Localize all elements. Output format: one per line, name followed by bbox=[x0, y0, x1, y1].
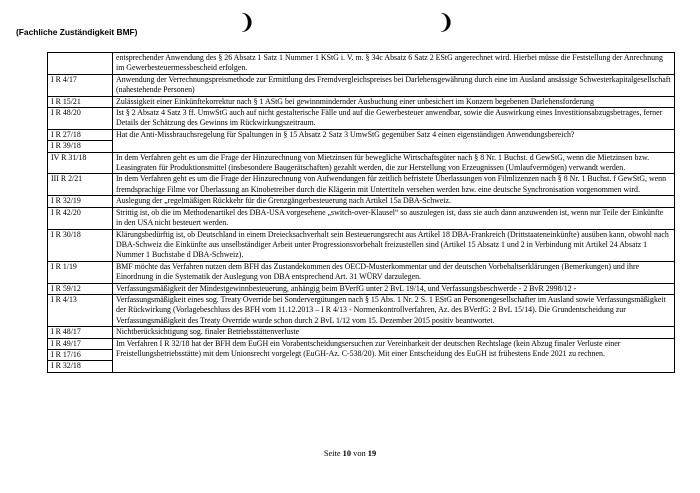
case-reference: I R 17/16 bbox=[48, 349, 113, 360]
case-description: entsprechender Anwendung des § 26 Absatz 1 Satz 1 Nummer 1 KStG i. V. m. § 34c Absatz 6 Satz 2 EStG angerechnet wird. Hierbei müsse die Feststellung der Anrechnung im Gewerbesteuermessbescheid erfolgen. bbox=[113, 53, 675, 75]
case-description: Auslegung der „regelmäßigen Rückkehr für die Grenzgängerbesteuerung nach Artikel 15a DBA-Schweiz. bbox=[113, 196, 675, 207]
table-row bbox=[48, 108, 675, 130]
case-reference: I R 4/13 bbox=[48, 294, 113, 326]
table-row bbox=[48, 294, 675, 326]
case-reference: I R 48/20 bbox=[48, 108, 113, 130]
case-reference: I R 4/17 bbox=[48, 74, 113, 96]
footer-total-pages: 19 bbox=[367, 449, 377, 458]
page-header: (Fachliche Zuständigkeit BMF) bbox=[16, 27, 138, 37]
case-reference: I R 32/18 bbox=[48, 361, 113, 372]
table-row bbox=[48, 53, 675, 75]
table-row bbox=[48, 327, 675, 338]
case-description: Strittig ist, ob die im Methodenartikel des DBA-USA vorgesehene „switch-over-Klausel“ so auszulegen ist, dass sie auch dann anzuwenden ist, wenn nur Teile der Einkünfte in den USA nicht besteuert werden. bbox=[113, 207, 675, 229]
table-row bbox=[48, 283, 675, 294]
case-reference: I R 59/12 bbox=[48, 283, 113, 294]
table-row bbox=[48, 196, 675, 207]
case-description: Klärungsbedürftig ist, ob Deutschland in einem Dreiecksachverhalt sein Besteuerungsrecht aus Artikel 18 DBA-Frankreich (Drittstaateneinkünfte) ausüben kann, obwohl nach DBA-Schweiz die Einkünfte aus unselbständiger Arbeit unter Progressionsvorbehalt freizustellen sind (Artikel 15 Absatz 1 und 2 in Verbindung mit Artikel 24 Absatz 1 Nummer 1 Buchstabe d DBA-Schweiz). bbox=[113, 229, 675, 261]
case-description: Verfassungsmäßigkeit der Mindestgewinnbesteuerung, anhängig beim BVerfG unter 2 BvL 19/14, und Verfassungsbeschwerde - 2 BvR 2998/12 - bbox=[113, 283, 675, 294]
case-reference: IV R 31/18 bbox=[48, 152, 113, 174]
punch-mark-left: ❩ bbox=[238, 10, 256, 34]
case-description: BMF möchte das Verfahren nutzen dem BFH das Zustandekommen des OECD-Musterkommentar und der deutschen Vorbehaltserklärungen (Bemerkungen) und ihre Einordnung in die Systematik der Auslegung von DBA entsprechend Art. 31 WÜRV darzulegen. bbox=[113, 261, 675, 283]
case-description: Zulässigkeit einer Einkünftekorrektur nach § 1 AStG bei gewinnmindernder Ausbuchung einer unbesichert im Konzern begebenen Darlehensforderung bbox=[113, 96, 675, 107]
case-reference: I R 42/20 bbox=[48, 207, 113, 229]
footer-page-number: 10 bbox=[342, 449, 352, 458]
case-description: In dem Verfahren geht es um die Frage der Hinzurechnung von Aufwendungen für zeitlich befristete Überlassungen von Filmlizenzen nach § 8 Nr. 1 Buchst. f GewStG, wenn fremdsprachige Filme vor Überlassung an Kinobetreiber durch die Klägerin mit Untertiteln versehen werden bzw. eine deutsche Synchronisation vorgenommen wird. bbox=[113, 174, 675, 196]
table-row bbox=[48, 261, 675, 283]
table-row bbox=[48, 229, 675, 261]
case-description: Im Verfahren I R 32/18 hat der BFH dem EuGH ein Vorabentscheidungsersuchen zur Vereinbarkeit der deutschen Rechtslage (kein Abzug finaler Verluste einer Freistellungsbetriebsstätte) mit dem Unionsrecht vorgelegt (EuGH-Az. C-538/20). Mit einer Entscheidung des EuGH ist frühestens Ende 2021 zu rechnen. bbox=[113, 338, 675, 372]
table-row bbox=[48, 207, 675, 229]
case-description: Anwendung der Verrechnungspreismethode zur Ermittlung des Fremdvergleichspreises bei Darlehensgewährung durch eine im Ausland ansässige Schwesterkapitalgesellschaft (nahestehende Personen) bbox=[113, 74, 675, 96]
case-reference: I R 15/21 bbox=[48, 96, 113, 107]
case-description: Hat die Anti-Missbrauchsregelung für Spaltungen in § 15 Absatz 2 Satz 3 UmwStG gegenüber Satz 4 einen eigenständigen Anwendungsbereich? bbox=[113, 129, 675, 152]
table-row bbox=[48, 174, 675, 196]
table-row bbox=[48, 152, 675, 174]
case-description: Ist § 2 Absatz 4 Satz 3 ff. UmwStG auch auf nicht gestalterische Fälle und auf die Gewerbesteuer anwendbar, sowie die Auswirkung eines Investitionsabzugsbetrages, ferner Details der Schätzung des Gewinns im Rückwirkungszeitraum. bbox=[113, 108, 675, 130]
case-reference: I R 30/18 bbox=[48, 229, 113, 261]
case-reference: I R 39/18 bbox=[48, 141, 113, 152]
case-reference: I R 49/17 bbox=[48, 338, 113, 349]
punch-mark-right: ❩ bbox=[437, 10, 455, 34]
case-reference: III R 2/21 bbox=[48, 174, 113, 196]
case-description: Nichtberücksichtigung sog. finaler Betriebsstättenverluste bbox=[113, 327, 675, 338]
case-reference bbox=[48, 53, 113, 75]
table-row bbox=[48, 74, 675, 96]
case-reference: I R 32/19 bbox=[48, 196, 113, 207]
case-table bbox=[47, 52, 675, 373]
case-reference: I R 27/18 bbox=[48, 129, 113, 140]
case-reference: I R 48/17 bbox=[48, 327, 113, 338]
case-reference: I R 1/19 bbox=[48, 261, 113, 283]
footer-middle: von bbox=[353, 449, 366, 458]
case-description: Verfassungsmäßigkeit eines sog. Treaty Override bei Sondervergütungen nach § 15 Abs. 1 Nr. 2 S. 1 EStG an Personengesellschafter im Ausland sowie Verfassungsmäßigkeit der Rückwirkung (Vorlagebeschluss des BFH vom 11.12.2013 – I R 4/13 - Normenkontrollverfahren, Az. des BVerfG: 2 BvL 15/14). Die Grundentscheidung zur Verfassungsmäßigkeit des Treaty Override wurde schon durch 2 BvL 1/12 vom 15. Dezember 2015 positiv beantwortet. bbox=[113, 294, 675, 326]
table-row bbox=[48, 129, 675, 140]
table-row bbox=[48, 338, 675, 349]
case-description: In dem Verfahren geht es um die Frage der Hinzurechnung von Mietzinsen für bewegliche Wirtschaftsgüter nach § 8 Nr. 1 Buchst. d GewStG, wenn die Mietzinsen bzw. Leasingraten für Produktionsmittel (insbesondere Baugerätschaften) gezahlt werden, die zur Herstellung von Erzeugnissen (Umlaufvermögen) verwandt werden. bbox=[113, 152, 675, 174]
footer-prefix: Seite bbox=[323, 449, 341, 458]
page-footer bbox=[0, 449, 700, 458]
table-row bbox=[48, 96, 675, 107]
